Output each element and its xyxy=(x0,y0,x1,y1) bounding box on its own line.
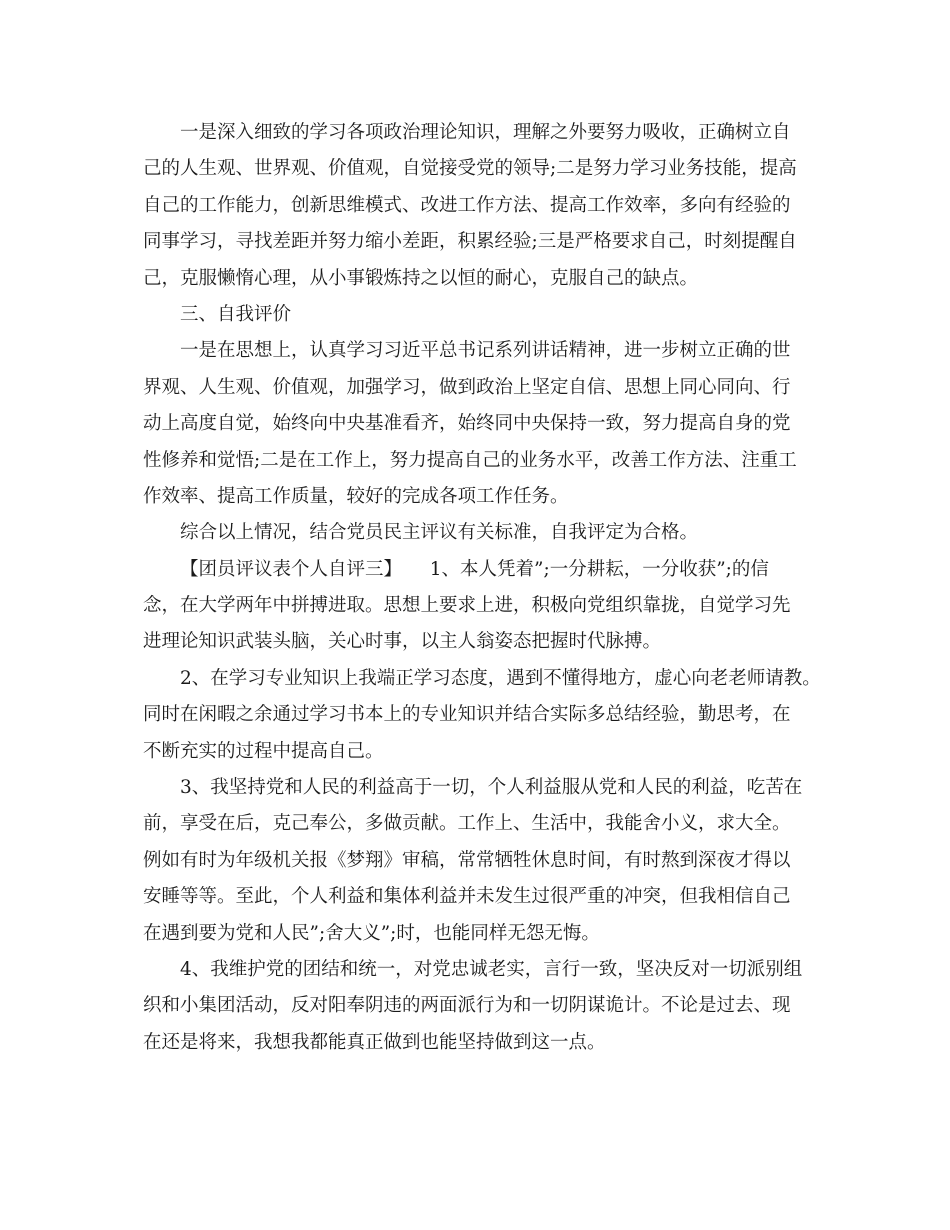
text-line: 同时在闲暇之余通过学习书本上的专业知识并结合实际多总结经验，勤思考，在 xyxy=(143,704,791,726)
text-line: 不断充实的过程中提高自己。 xyxy=(143,740,384,762)
text-line: 界观、人生观、价值观，加强学习，做到政治上坚定自信、思想上同心同向、行 xyxy=(143,376,791,398)
text-line: 己的人生观、世界观、价值观，自觉接受党的领导;二是努力学习业务技能，提高 xyxy=(143,158,797,180)
text-line: 3、我坚持党和人民的利益高于一切，个人利益服从党和人民的利益，吃苦在 xyxy=(180,777,803,799)
text-line: 动上高度自觉，始终向中央基准看齐，始终同中央保持一致，努力提高自身的党 xyxy=(143,413,791,435)
text-line: 4、我维护党的团结和统一，对党忠诚老实，言行一致，坚决反对一切派别组 xyxy=(180,958,803,980)
text-line: 2、在学习专业知识上我端正学习态度，遇到不懂得地方，虚心向老老师请教。 xyxy=(180,667,821,689)
text-line: 进理论知识武装头脑，关心时事，以主人翁姿态把握时代脉搏。 xyxy=(143,631,662,653)
document-body xyxy=(143,115,821,1061)
text-line: 综合以上情况，结合党员民主评议有关标准，自我评定为合格。 xyxy=(180,522,699,544)
text-line: 自己的工作能力，创新思维模式、改进工作方法、提高工作效率，多向有经验的 xyxy=(143,194,791,216)
text-line: 一是在思想上，认真学习习近平总书记系列讲话精神，进一步树立正确的世 xyxy=(180,340,791,362)
text-line: 在遇到要为党和人民”;舍大义”;时，也能同样无怨无悔。 xyxy=(143,922,600,944)
text-line: 己，克服懒惰心理，从小事锻炼持之以恒的耐心，克服自己的缺点。 xyxy=(143,267,699,289)
text-line: 作效率、提高工作质量，较好的完成各项工作任务。 xyxy=(143,485,569,507)
text-line: 安睡等等。至此，个人利益和集体利益并未发生过很严重的冲突，但我相信自己 xyxy=(143,886,791,908)
text-line: 同事学习，寻找差距并努力缩小差距，积累经验;三是严格要求自己，时刻提醒自 xyxy=(143,231,797,253)
text-line: 性修养和觉悟;二是在工作上，努力提高自己的业务水平，改善工作方法、注重工 xyxy=(143,449,797,471)
text-line: 念，在大学两年中拼搏进取。思想上要求上进，积极向党组织靠拢，自觉学习先 xyxy=(143,595,791,617)
section-heading: 三、自我评价 xyxy=(180,303,292,325)
text-line: 【团员评议表个人自评三】 1、本人凭着”;一分耕耘，一分收获”;的信 xyxy=(180,558,769,580)
text-line: 例如有时为年级机关报《梦翔》审稿，常常牺牲休息时间，有时熬到深夜才得以 xyxy=(143,849,791,871)
text-line: 一是深入细致的学习各项政治理论知识，理解之外要努力吸收，正确树立自 xyxy=(180,122,791,143)
text-line: 在还是将来，我想我都能真正做到也能坚持做到这一点。 xyxy=(143,1031,606,1053)
text-line: 织和小集团活动，反对阳奉阴违的两面派行为和一切阴谋诡计。不论是过去、现 xyxy=(143,995,791,1017)
text-line: 前，享受在后，克己奉公，多做贡献。工作上、生活中，我能舍小义，求大全。 xyxy=(143,813,791,835)
